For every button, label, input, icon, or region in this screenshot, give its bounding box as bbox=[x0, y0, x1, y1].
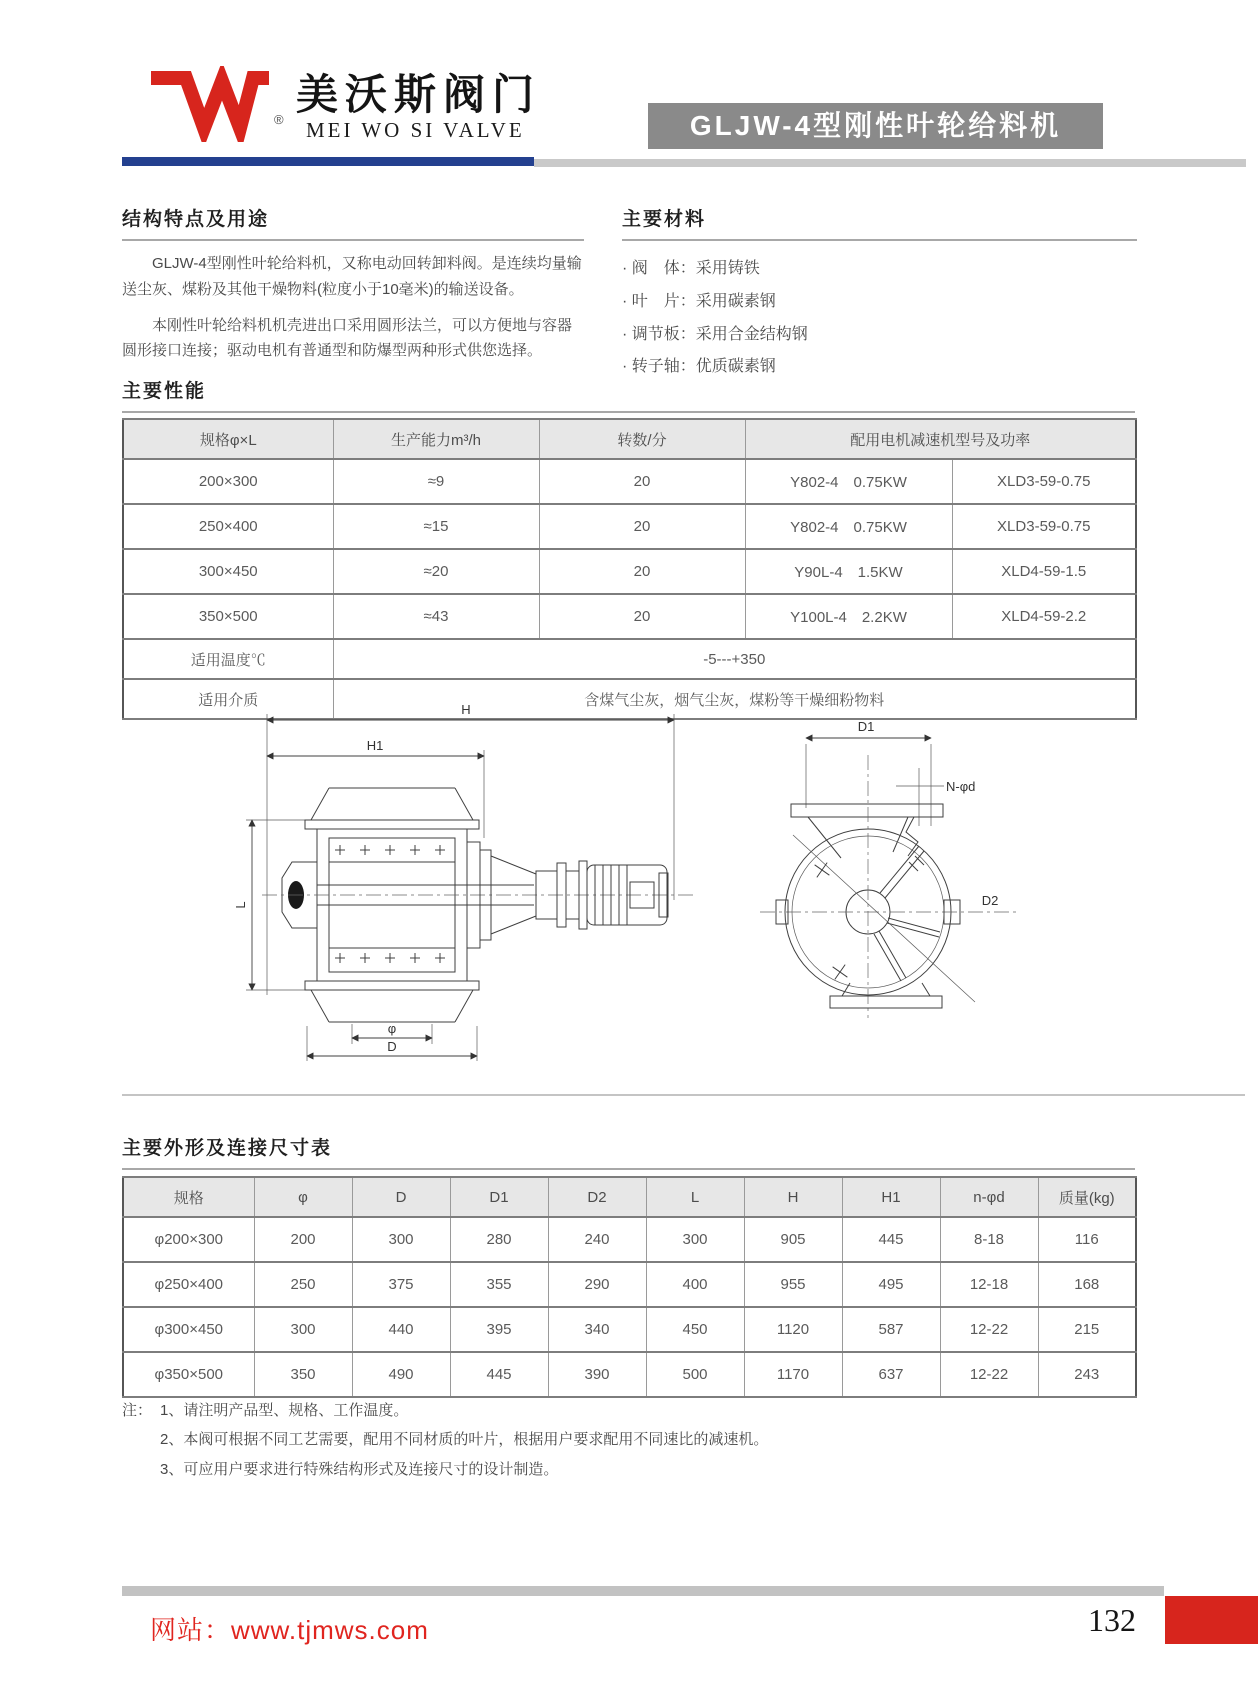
cell: 637 bbox=[842, 1352, 940, 1397]
cell: 445 bbox=[842, 1217, 940, 1262]
cell: 587 bbox=[842, 1307, 940, 1352]
table-row bbox=[123, 1352, 1136, 1397]
cell: 500 bbox=[646, 1352, 744, 1397]
page-number: 132 bbox=[1088, 1602, 1136, 1638]
cell: 200×300 bbox=[123, 459, 333, 504]
cell: 300×450 bbox=[123, 549, 333, 594]
cell: 490 bbox=[352, 1352, 450, 1397]
cell: 适用温度℃ bbox=[123, 639, 333, 679]
cell: 250×400 bbox=[123, 504, 333, 549]
cell: 配用电机减速机型号及功率 bbox=[745, 419, 1136, 459]
cell: 340 bbox=[548, 1307, 646, 1352]
cell: 445 bbox=[450, 1352, 548, 1397]
section-title-dimensions: 主要外形及连接尺寸表 bbox=[122, 1133, 1135, 1170]
cell: 生产能力m³/h bbox=[333, 419, 539, 459]
footer-website: 网站：www.tjmws.com bbox=[150, 1615, 429, 1645]
cell: 280 bbox=[450, 1217, 548, 1262]
cell: -5---+350 bbox=[333, 639, 1136, 679]
cell: XLD3-59-0.75 bbox=[952, 459, 1136, 504]
page-number-red-block bbox=[1165, 1596, 1258, 1644]
dim-label-d2: D2 bbox=[981, 893, 999, 908]
table-header-row bbox=[123, 419, 1136, 459]
cell: 400 bbox=[646, 1262, 744, 1307]
cell: φ300×450 bbox=[123, 1307, 254, 1352]
cell: 168 bbox=[1038, 1262, 1136, 1307]
cell: 12-18 bbox=[940, 1262, 1038, 1307]
header-rule-gray bbox=[534, 159, 1246, 167]
cell: 规格φ×L bbox=[123, 419, 333, 459]
cell: 200 bbox=[254, 1217, 352, 1262]
cell: φ200×300 bbox=[123, 1217, 254, 1262]
brand-logo-icon bbox=[146, 66, 272, 142]
cell: ≈9 bbox=[333, 459, 539, 504]
cell: Y802-4 0.75KW bbox=[745, 504, 952, 549]
footer-rule bbox=[122, 1586, 1164, 1596]
cell: 955 bbox=[744, 1262, 842, 1307]
cell: 20 bbox=[539, 504, 745, 549]
registered-mark: ® bbox=[274, 112, 284, 127]
cell: 20 bbox=[539, 594, 745, 639]
cell: 250 bbox=[254, 1262, 352, 1307]
cell: 375 bbox=[352, 1262, 450, 1307]
cell: 450 bbox=[646, 1307, 744, 1352]
material-item: · 叶 片：采用碳素钢 bbox=[622, 292, 776, 310]
table-row bbox=[123, 459, 1136, 504]
cell: XLD4-59-2.2 bbox=[952, 594, 1136, 639]
cell: 20 bbox=[539, 459, 745, 504]
table-row bbox=[123, 549, 1136, 594]
cell: 243 bbox=[1038, 1352, 1136, 1397]
cell: 8-18 bbox=[940, 1217, 1038, 1262]
cell: L bbox=[646, 1177, 744, 1217]
material-item: · 调节板：采用合金结构钢 bbox=[622, 325, 808, 343]
cell: 440 bbox=[352, 1307, 450, 1352]
cell: H1 bbox=[842, 1177, 940, 1217]
cell: 1120 bbox=[744, 1307, 842, 1352]
cell: 20 bbox=[539, 549, 745, 594]
cell: D2 bbox=[548, 1177, 646, 1217]
cell: Y90L-4 1.5KW bbox=[745, 549, 952, 594]
section-title-performance: 主要性能 bbox=[122, 376, 1135, 413]
cell: φ350×500 bbox=[123, 1352, 254, 1397]
cell: 质量(kg) bbox=[1038, 1177, 1136, 1217]
cell: 300 bbox=[646, 1217, 744, 1262]
section-features bbox=[122, 204, 584, 364]
dim-label-d1: D1 bbox=[857, 719, 875, 734]
cell: Y802-4 0.75KW bbox=[745, 459, 952, 504]
cell: ≈15 bbox=[333, 504, 539, 549]
dim-label-n-phi-d: N-φd bbox=[946, 779, 976, 794]
section-title-materials: 主要材料 bbox=[622, 204, 1137, 241]
table-row bbox=[123, 594, 1136, 639]
cell: XLD4-59-1.5 bbox=[952, 549, 1136, 594]
dim-label-h1: H1 bbox=[366, 738, 384, 753]
section-materials bbox=[622, 204, 1137, 384]
cell: 116 bbox=[1038, 1217, 1136, 1262]
front-view-drawing bbox=[738, 700, 1038, 1025]
cell: φ250×400 bbox=[123, 1262, 254, 1307]
dim-label-l: L bbox=[233, 901, 248, 909]
features-paragraph: 本刚性叶轮给料机机壳进出口采用圆形法兰，可以方便地与容器圆形接口连接；驱动电机有普通型和防爆型两种形式供您选择。 bbox=[122, 316, 573, 360]
cell: XLD3-59-0.75 bbox=[952, 504, 1136, 549]
cell: H bbox=[744, 1177, 842, 1217]
cell: 300 bbox=[254, 1307, 352, 1352]
section-title-features: 结构特点及用途 bbox=[122, 204, 584, 241]
performance-table bbox=[122, 418, 1137, 720]
cell: 290 bbox=[548, 1262, 646, 1307]
table-header-row bbox=[123, 1177, 1136, 1217]
note-item: 3、可应用户要求进行特殊结构形式及连接尺寸的设计制造。 bbox=[160, 1460, 559, 1478]
cell: 含煤气尘灰，烟气尘灰，煤粉等干燥细粉物料 bbox=[333, 679, 1136, 719]
dim-label-d: D bbox=[387, 1039, 397, 1054]
note-item: 1、请注明产品型、规格、工作温度。 bbox=[160, 1402, 409, 1419]
material-item: · 转子轴：优质碳素钢 bbox=[622, 358, 776, 376]
table-row bbox=[123, 1307, 1136, 1352]
cell: 350 bbox=[254, 1352, 352, 1397]
table-row-temperature bbox=[123, 639, 1136, 679]
cell: n-φd bbox=[940, 1177, 1038, 1217]
cell: D bbox=[352, 1177, 450, 1217]
cell: 12-22 bbox=[940, 1352, 1038, 1397]
cell: 390 bbox=[548, 1352, 646, 1397]
cell: 355 bbox=[450, 1262, 548, 1307]
section-divider bbox=[122, 1094, 1245, 1096]
cell: 350×500 bbox=[123, 594, 333, 639]
cell: ≈20 bbox=[333, 549, 539, 594]
features-paragraph: GLJW-4型刚性叶轮给料机，又称电动回转卸料阀。是连续均量输送尘灰、煤粉及其他干燥物料(粒度小于10毫米)的输送设备。 bbox=[122, 255, 582, 298]
dim-label-phi: φ bbox=[387, 1021, 397, 1036]
cell: 300 bbox=[352, 1217, 450, 1262]
table-row bbox=[123, 504, 1136, 549]
cell: Y100L-4 2.2KW bbox=[745, 594, 952, 639]
cell: 适用介质 bbox=[123, 679, 333, 719]
brand-name-cn: 美沃斯阀门 bbox=[296, 73, 542, 119]
cell: φ bbox=[254, 1177, 352, 1217]
notes bbox=[122, 1396, 1132, 1484]
cell: 转数/分 bbox=[539, 419, 745, 459]
cell: D1 bbox=[450, 1177, 548, 1217]
cell: 905 bbox=[744, 1217, 842, 1262]
dim-label-h: H bbox=[461, 702, 471, 717]
cell: 495 bbox=[842, 1262, 940, 1307]
table-row bbox=[123, 1262, 1136, 1307]
material-item: · 阀 体：采用铸铁 bbox=[622, 260, 760, 277]
cell: 12-22 bbox=[940, 1307, 1038, 1352]
side-view-drawing bbox=[232, 690, 707, 1062]
header-rule-blue bbox=[122, 157, 534, 166]
dimensions-table bbox=[122, 1176, 1137, 1398]
cell: 1170 bbox=[744, 1352, 842, 1397]
notes-prefix: 注： bbox=[122, 1402, 153, 1419]
brand-name-en: MEI WO SI VALVE bbox=[306, 118, 525, 142]
cell: ≈43 bbox=[333, 594, 539, 639]
cell: 240 bbox=[548, 1217, 646, 1262]
cell: 215 bbox=[1038, 1307, 1136, 1352]
note-item: 2、本阀可根据不同工艺需要，配用不同材质的叶片，根据用户要求配用不同速比的减速机。 bbox=[160, 1431, 769, 1449]
page-title: GLJW-4型刚性叶轮给料机 bbox=[648, 103, 1103, 149]
cell: 规格 bbox=[123, 1177, 254, 1217]
table-row bbox=[123, 1217, 1136, 1262]
cell: 395 bbox=[450, 1307, 548, 1352]
